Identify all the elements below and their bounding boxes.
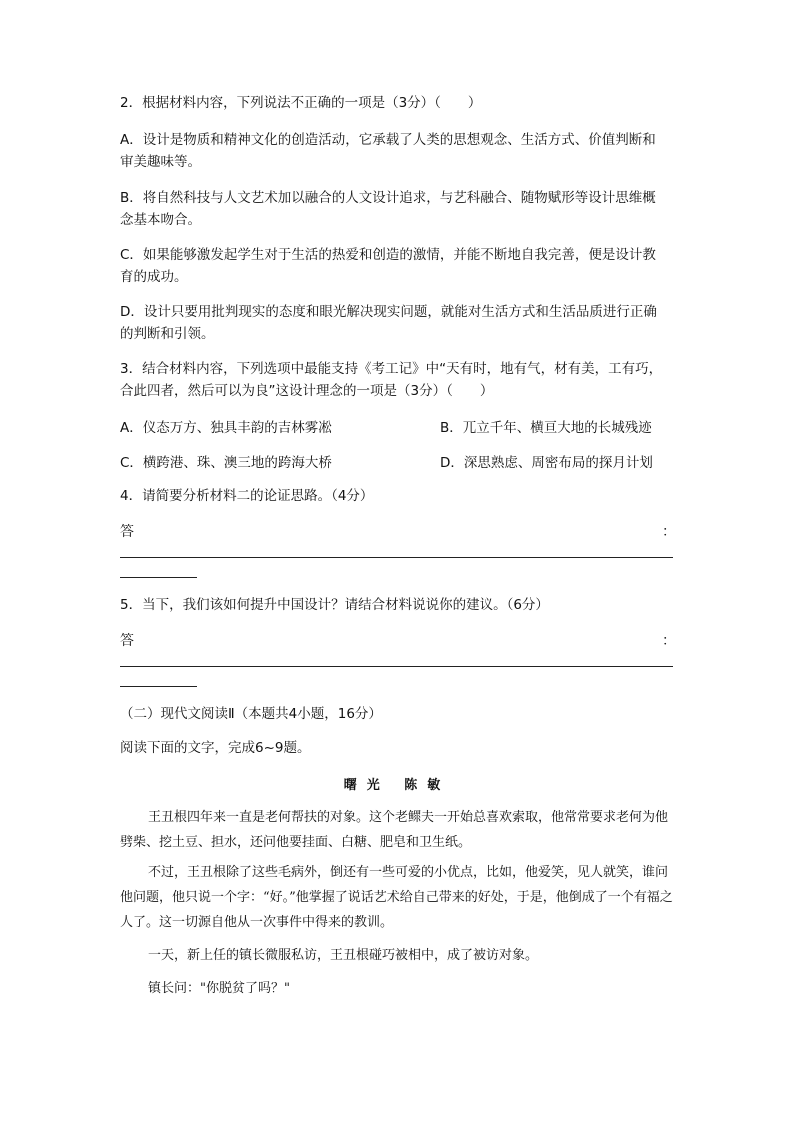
q3-option-c: C．横跨港、珠、澳三地的跨海大桥 xyxy=(120,455,332,471)
q3-stem-line2: 合此四者，然后可以为良”这设计理念的一项是（3分）（ ） xyxy=(120,383,494,399)
story-paragraph-4: 镇长问："你脱贫了吗？" xyxy=(148,981,290,996)
q4-answer-label: 答 xyxy=(120,524,134,540)
q5-answer-line-short xyxy=(120,686,197,687)
q2-option-d-line2: 的判断和引领。 xyxy=(120,326,215,342)
q3-option-d: D．深思熟虑、周密布局的探月计划 xyxy=(440,455,653,471)
section-instruction: 阅读下面的文字，完成6~9题。 xyxy=(120,740,311,756)
q3-stem-line1: 3．结合材料内容，下列选项中最能支持《考工记》中“天有时，地有气，材有美，工有巧， xyxy=(120,361,663,377)
q2-option-c-line2: 育的成功。 xyxy=(120,269,188,285)
story-paragraph-1: 王丑根四年来一直是老何帮扶的对象。这个老鳏夫一开始总喜欢索取，他常常要求老何为他劈柴、挖土豆、担水，还问他要挂面、白糖、肥皂和卫生纸。 xyxy=(120,810,669,850)
q5-answer-line xyxy=(120,666,673,667)
story-title: 曙光 陈敏 xyxy=(343,778,451,793)
story-paragraph-3: 一天，新上任的镇长微服私访，王丑根碰巧被相中，成了被访对象。 xyxy=(148,948,539,963)
q4-answer-line xyxy=(120,557,673,558)
q2-option-b-line2: 念基本吻合。 xyxy=(120,212,201,228)
q5-answer-colon: ： xyxy=(662,633,676,649)
q2-option-a-line1: A．设计是物质和精神文化的创造活动，它承载了人类的思想观念、生活方式、价值判断和 xyxy=(120,132,656,148)
q3-option-a: A．仪态万方、独具丰韵的吉林雾凇 xyxy=(120,420,332,436)
q3-option-b: B．兀立千年、横亘大地的长城残迹 xyxy=(440,420,652,436)
q2-option-d-line1: D．设计只要用批判现实的态度和眼光解决现实问题，就能对生活方式和生活品质进行正确 xyxy=(120,304,657,320)
q4-answer-line-short xyxy=(120,577,197,578)
q2-option-a-line2: 审美趣味等。 xyxy=(120,154,201,170)
q2-option-c-line1: C．如果能够激发起学生对于生活的热爱和创造的激情，并能不断地自我完善，便是设计教 xyxy=(120,247,656,263)
q5-stem: 5．当下，我们该如何提升中国设计？请结合材料说说你的建议。（6分） xyxy=(120,597,549,613)
q2-stem: 2．根据材料内容，下列说法不正确的一项是（3分）（ ） xyxy=(120,95,482,111)
story-paragraph-2: 不过，王丑根除了这些毛病外，倒还有一些可爱的小优点，比如，他爱笑，见人就笑，谁问他问题，他只说一个字：“好。”他掌握了说话艺术给自己带来的好处，于是，他倒成了一个有福之人了。这一切源自他从一次事件中得来的教训。 xyxy=(120,865,673,930)
q5-answer-label: 答 xyxy=(120,633,134,649)
section-heading: （二）现代文阅读Ⅱ（本题共4小题，16分） xyxy=(120,706,382,722)
q4-answer-colon: ： xyxy=(662,524,676,540)
q4-stem: 4．请简要分析材料二的论证思路。（4分） xyxy=(120,488,374,504)
q2-option-b-line1: B．将自然科技与人文艺术加以融合的人文设计追求，与艺科融合、随物赋形等设计思维概 xyxy=(120,190,656,206)
